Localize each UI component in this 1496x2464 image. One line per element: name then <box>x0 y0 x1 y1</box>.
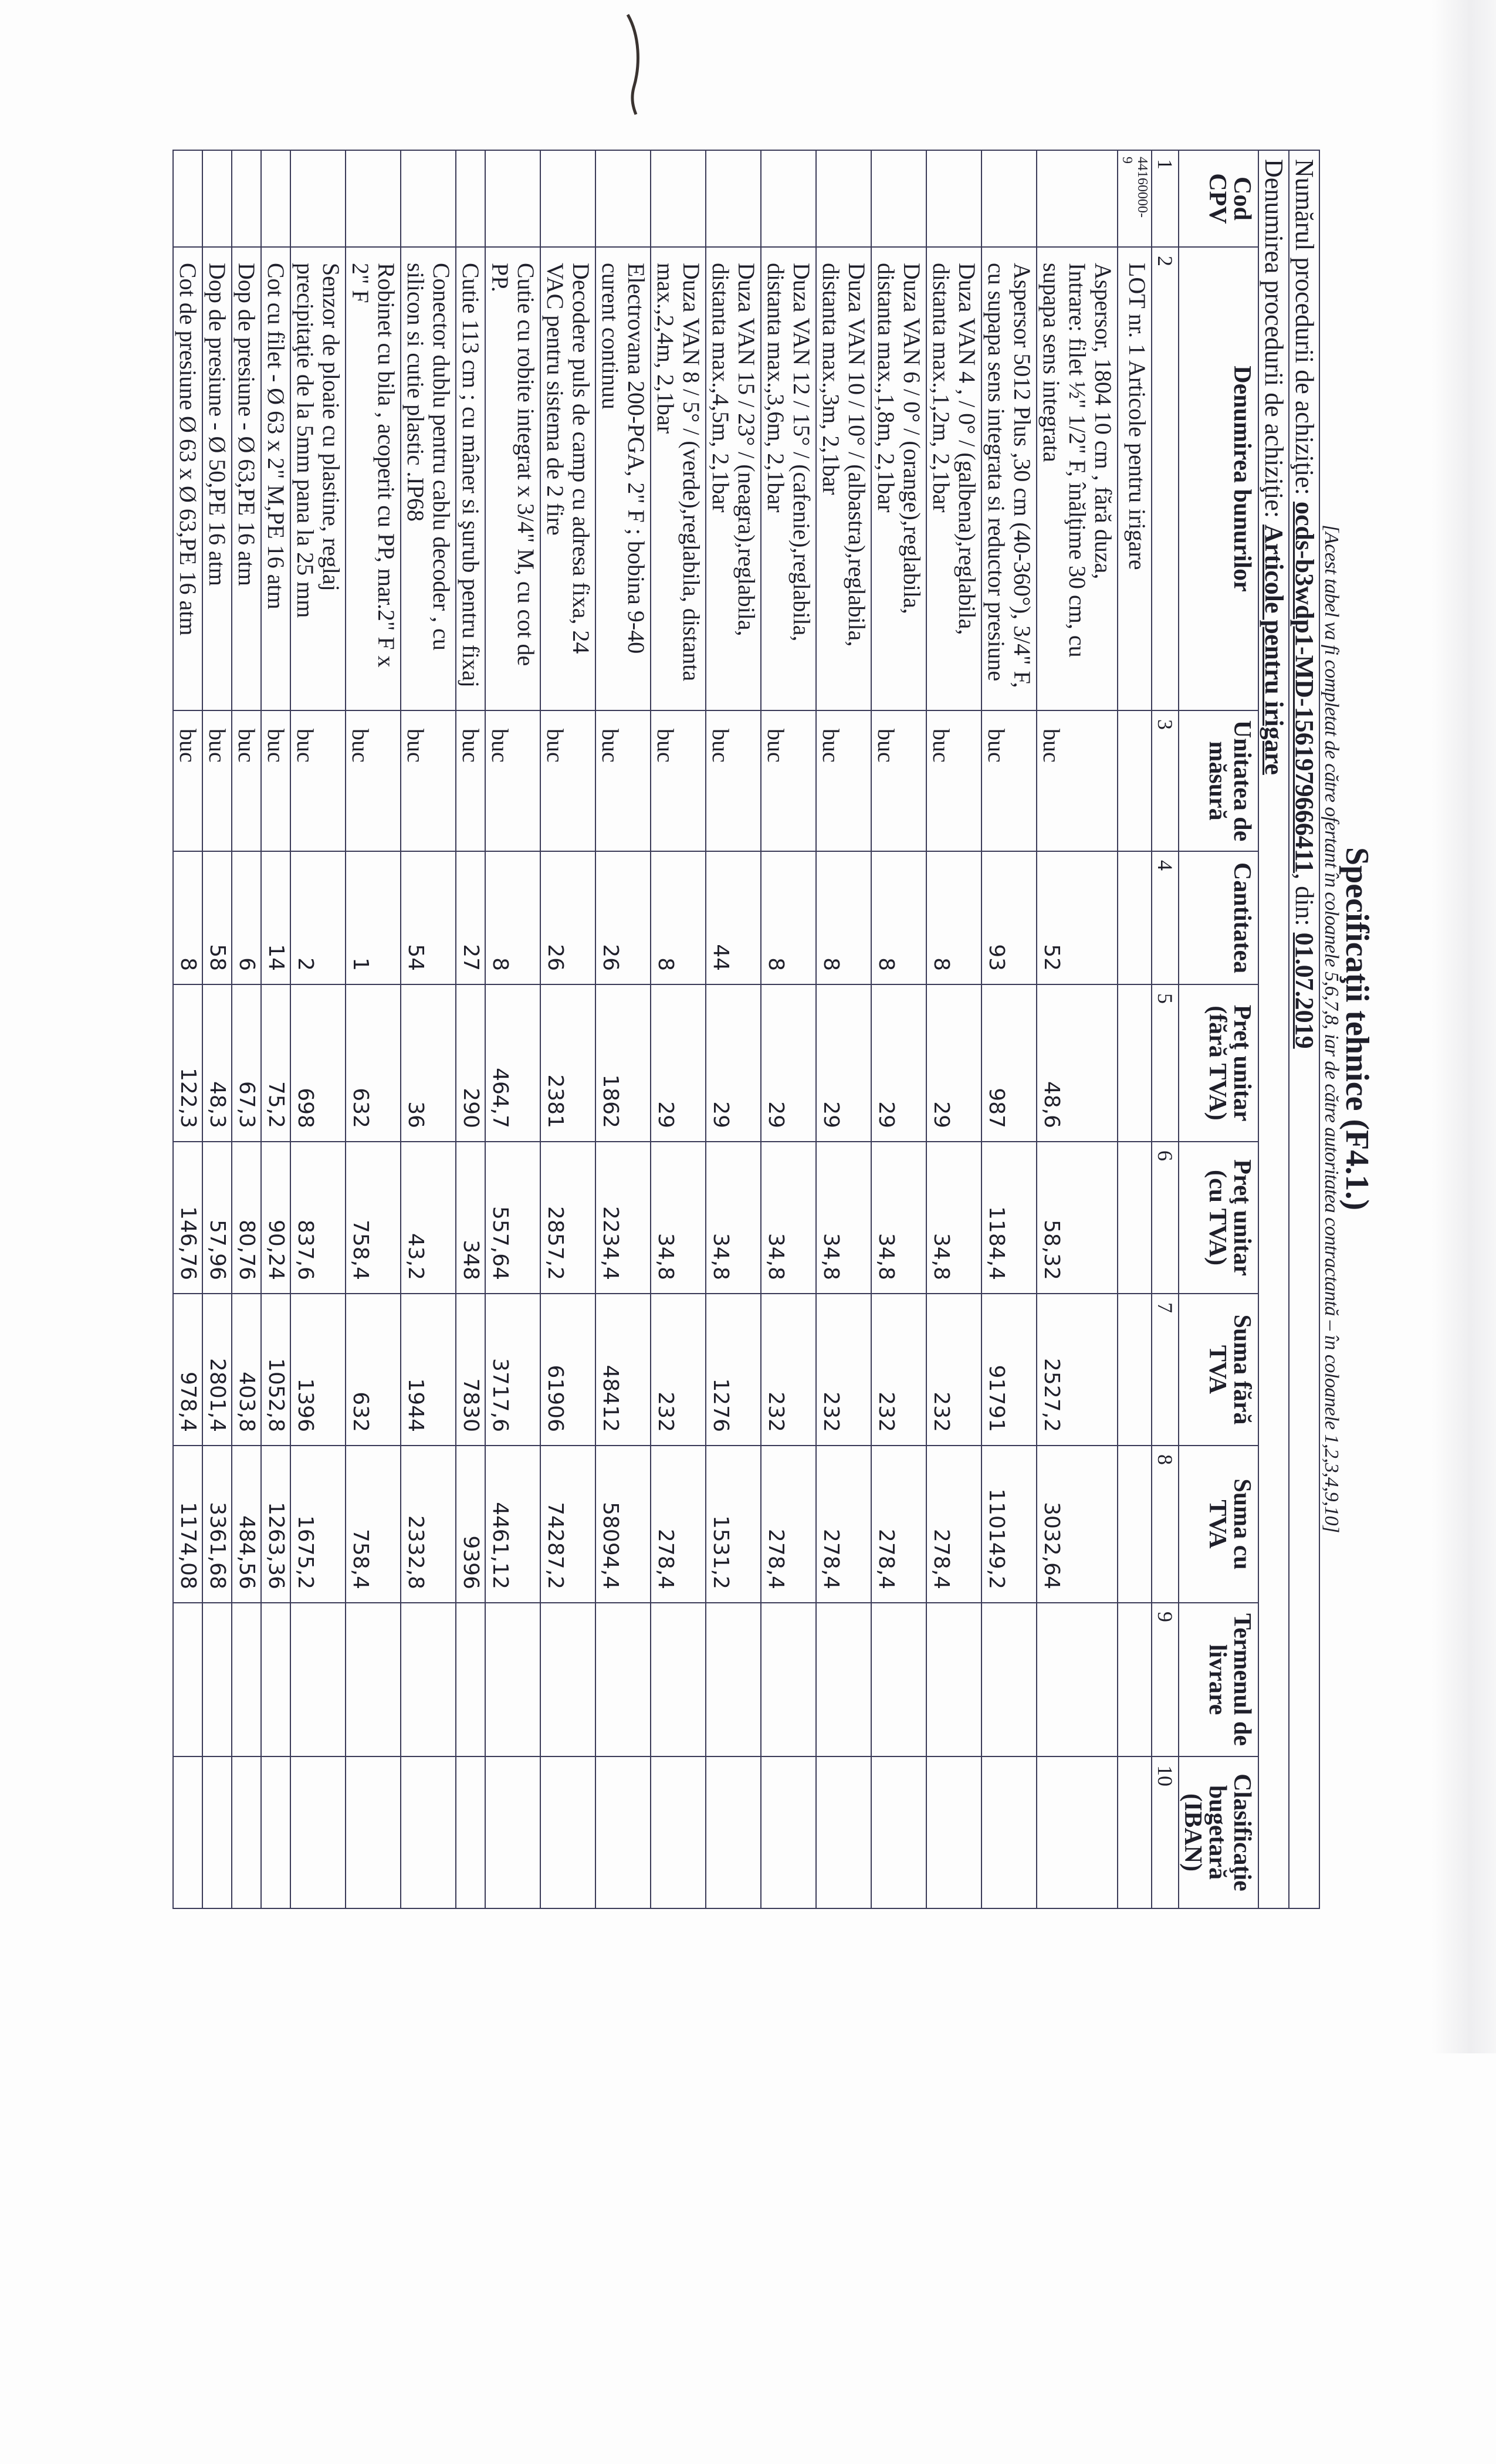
table-row <box>456 150 485 1908</box>
col-number: 2 <box>1152 247 1179 710</box>
item-name: Aspersor 5012 Plus ,30 cm (40-360°), 3/4" F, cu supapa sens integrata si reductor presiune <box>981 247 1037 710</box>
table-row <box>540 150 595 1908</box>
item-name: Duza VAN 15 / 23° / (neagra),reglabila, distanta max.,4,5m, 2,1bar <box>706 247 761 710</box>
delivery-term-cell <box>261 1603 290 1756</box>
budget-class-cell <box>485 1756 540 1908</box>
item-quantity: 93 <box>981 851 1037 984</box>
delivery-term-cell <box>595 1603 651 1756</box>
item-quantity: 44 <box>706 851 761 984</box>
cpv-cell <box>706 150 761 247</box>
item-sum: 632 <box>346 1294 401 1446</box>
item-name: Aspersor, 1804 10 cm , fără duza, Intrare: filet ½" 1/2" F, înălţime 30 cm, cu supapa sens integrata <box>1037 247 1118 710</box>
budget-class-cell <box>540 1756 595 1908</box>
item-sum: 61906 <box>540 1294 595 1446</box>
col-number: 6 <box>1152 1142 1179 1294</box>
item-unit-price: 67,3 <box>232 984 261 1142</box>
item-name: Duza VAN 8 / 5° / (verde),reglabila, distanta max.,2,4m, 2,1bar <box>651 247 706 710</box>
table-row <box>173 150 202 1908</box>
item-unit: buc <box>926 710 981 851</box>
item-sum: 1396 <box>290 1294 346 1446</box>
cpv-cell <box>871 150 926 247</box>
item-name: Dop de presiune - Ø 63,PE 16 atm <box>232 247 261 710</box>
column-number-row <box>1152 150 1179 1908</box>
item-unit-price: 36 <box>401 984 456 1142</box>
item-unit-price-vat: 34,8 <box>761 1142 816 1294</box>
document-title: Specificaţii tehnice (F4.1.) <box>1339 847 1375 1210</box>
budget-class-cell <box>595 1756 651 1908</box>
item-quantity: 8 <box>816 851 871 984</box>
item-name: Decodere puls de camp cu adresa fixa, 24 VAC pentru sistema de 2 fire <box>540 247 595 710</box>
item-unit: buc <box>173 710 202 851</box>
item-unit: buc <box>202 710 232 851</box>
item-unit: buc <box>346 710 401 851</box>
col-header-unit-price-vat: Preţ unitar (cu TVA) <box>1179 1142 1258 1294</box>
item-unit: buc <box>651 710 706 851</box>
item-quantity: 2 <box>290 851 346 984</box>
item-sum-vat: 758,4 <box>346 1446 401 1603</box>
table-row <box>926 150 981 1908</box>
col-header-budget-class: Clasificaţie bugetară (IBAN) <box>1179 1756 1258 1908</box>
item-unit-price-vat: 58,32 <box>1037 1142 1118 1294</box>
item-sum-vat: 1531,2 <box>706 1446 761 1603</box>
col-header-sum: Suma fără TVA <box>1179 1294 1258 1446</box>
item-unit: buc <box>1037 710 1118 851</box>
delivery-term-cell <box>1037 1603 1118 1756</box>
cpv-cell <box>401 150 456 247</box>
procedure-name-row <box>1258 150 1289 1908</box>
col-number: 10 <box>1152 1756 1179 1908</box>
budget-class-cell <box>232 1756 261 1908</box>
table-row <box>290 150 346 1908</box>
lot-name: LOT nr. 1 Articole pentru irigare <box>1118 247 1152 710</box>
delivery-term-cell <box>173 1603 202 1756</box>
item-name: Cot cu filet - Ø 63 x 2" M,PE 16 atm <box>261 247 290 710</box>
delivery-term-cell <box>202 1603 232 1756</box>
table-row <box>485 150 540 1908</box>
item-sum-vat: 58094,4 <box>595 1446 651 1603</box>
item-quantity: 26 <box>595 851 651 984</box>
item-name: Electrovana 200-PGA, 2" F ; bobina 9-40 curent continuu <box>595 247 651 710</box>
item-quantity: 6 <box>232 851 261 984</box>
procedure-name: Articole pentru irigare <box>1260 524 1288 775</box>
delivery-term-cell <box>761 1603 816 1756</box>
item-name: Cot de presiune Ø 63 x Ø 63,PE 16 atm <box>173 247 202 710</box>
delivery-term-cell <box>232 1603 261 1756</box>
item-unit: buc <box>401 710 456 851</box>
item-unit: buc <box>485 710 540 851</box>
item-sum-vat: 278,4 <box>871 1446 926 1603</box>
item-unit-price-vat: 146,76 <box>173 1142 202 1294</box>
table-row <box>401 150 456 1908</box>
table-row <box>232 150 261 1908</box>
table-row <box>346 150 401 1908</box>
item-unit-price: 290 <box>456 984 485 1142</box>
col-header-unit-price: Preţ unitar (fără TVA) <box>1179 984 1258 1142</box>
item-sum-vat: 1174,08 <box>173 1446 202 1603</box>
column-header-row <box>1179 150 1258 1908</box>
cpv-cell <box>346 150 401 247</box>
table-row <box>981 150 1037 1908</box>
budget-class-cell <box>651 1756 706 1908</box>
delivery-term-cell <box>651 1603 706 1756</box>
item-name: Duza VAN 12 / 15° / (cafenie),reglabila, distanta max.,3,6m, 2,1bar <box>761 247 816 710</box>
item-sum: 3717,6 <box>485 1294 540 1446</box>
budget-class-cell <box>761 1756 816 1908</box>
col-number: 7 <box>1152 1294 1179 1446</box>
item-unit-price: 632 <box>346 984 401 1142</box>
item-sum: 1276 <box>706 1294 761 1446</box>
item-unit-price: 29 <box>651 984 706 1142</box>
item-quantity: 8 <box>871 851 926 984</box>
budget-class-cell <box>871 1756 926 1908</box>
item-unit-price: 29 <box>706 984 761 1142</box>
delivery-term-cell <box>540 1603 595 1756</box>
delivery-term-cell <box>401 1603 456 1756</box>
item-sum: 7830 <box>456 1294 485 1446</box>
item-unit-price-vat: 34,8 <box>651 1142 706 1294</box>
procedure-number-row <box>1289 150 1319 1908</box>
budget-class-cell <box>401 1756 456 1908</box>
col-header-cpv: Cod CPV <box>1179 150 1258 247</box>
item-unit-price: 122,3 <box>173 984 202 1142</box>
item-sum: 232 <box>871 1294 926 1446</box>
cpv-cell <box>232 150 261 247</box>
delivery-term-cell <box>816 1603 871 1756</box>
item-sum: 91791 <box>981 1294 1037 1446</box>
item-unit-price-vat: 2857,2 <box>540 1142 595 1294</box>
budget-class-cell <box>926 1756 981 1908</box>
item-unit-price: 48,6 <box>1037 984 1118 1142</box>
delivery-term-cell <box>346 1603 401 1756</box>
item-name: Senzor de ploaie cu plastine, reglaj precipitaţie de la 5mm pana la 25 mm <box>290 247 346 710</box>
item-quantity: 54 <box>401 851 456 984</box>
item-sum: 232 <box>816 1294 871 1446</box>
item-sum-vat: 9396 <box>456 1446 485 1603</box>
budget-class-cell <box>290 1756 346 1908</box>
item-unit-price: 29 <box>761 984 816 1142</box>
item-sum: 232 <box>651 1294 706 1446</box>
cpv-cell <box>926 150 981 247</box>
item-sum-vat: 3032,64 <box>1037 1446 1118 1603</box>
item-quantity: 8 <box>651 851 706 984</box>
item-name: Duza VAN 4 , / 0° / (galbena),reglabila, distanta max.,1,2m, 2,1bar <box>926 247 981 710</box>
procedure-number: ocds-b3wdp1-MD-1561979666411 <box>1290 502 1319 874</box>
specifications-table <box>172 150 1320 1909</box>
item-quantity: 58 <box>202 851 232 984</box>
item-unit-price: 464,7 <box>485 984 540 1142</box>
item-unit: buc <box>871 710 926 851</box>
item-sum-vat: 1263,36 <box>261 1446 290 1603</box>
item-unit: buc <box>706 710 761 851</box>
item-quantity: 14 <box>261 851 290 984</box>
item-sum-vat: 3361,68 <box>202 1446 232 1603</box>
table-row <box>261 150 290 1908</box>
item-unit-price: 29 <box>871 984 926 1142</box>
item-sum: 232 <box>926 1294 981 1446</box>
table-row <box>706 150 761 1908</box>
cpv-cell <box>456 150 485 247</box>
item-sum-vat: 278,4 <box>816 1446 871 1603</box>
item-quantity: 8 <box>926 851 981 984</box>
table-row <box>871 150 926 1908</box>
col-number: 5 <box>1152 984 1179 1142</box>
item-unit: buc <box>261 710 290 851</box>
item-unit-price: 48,3 <box>202 984 232 1142</box>
cpv-code: 44160000- 9 <box>1118 150 1152 247</box>
item-sum-vat: 4461,12 <box>485 1446 540 1603</box>
item-unit: buc <box>816 710 871 851</box>
item-sum-vat: 278,4 <box>761 1446 816 1603</box>
budget-class-cell <box>456 1756 485 1908</box>
procedure-number-label: Numărul procedurii de achiziţie: <box>1290 159 1319 502</box>
item-name: Dop de presiune - Ø 50,PE 16 atm <box>202 247 232 710</box>
item-sum-vat: 110149,2 <box>981 1446 1037 1603</box>
item-sum: 1052,8 <box>261 1294 290 1446</box>
cpv-cell <box>595 150 651 247</box>
col-header-name: Denumirea bunurilor <box>1179 247 1258 710</box>
delivery-term-cell <box>485 1603 540 1756</box>
item-sum: 978,4 <box>173 1294 202 1446</box>
item-unit: buc <box>290 710 346 851</box>
item-sum: 1944 <box>401 1294 456 1446</box>
table-row <box>595 150 651 1908</box>
item-unit-price-vat: 758,4 <box>346 1142 401 1294</box>
budget-class-cell <box>202 1756 232 1908</box>
item-unit-price: 698 <box>290 984 346 1142</box>
col-number: 9 <box>1152 1603 1179 1756</box>
item-unit: buc <box>232 710 261 851</box>
col-header-sum-vat: Suma cu TVA <box>1179 1446 1258 1603</box>
budget-class-cell <box>261 1756 290 1908</box>
col-number: 8 <box>1152 1446 1179 1603</box>
delivery-term-cell <box>926 1603 981 1756</box>
item-name: Conector dublu pentru cablu decoder , cu silicon si cutie plastic .IP68 <box>401 247 456 710</box>
cpv-cell <box>1037 150 1118 247</box>
item-unit-price-vat: 348 <box>456 1142 485 1294</box>
item-unit-price-vat: 1184,4 <box>981 1142 1037 1294</box>
item-unit-price-vat: 34,8 <box>871 1142 926 1294</box>
item-sum-vat: 484,56 <box>232 1446 261 1603</box>
item-sum-vat: 74287,2 <box>540 1446 595 1603</box>
lot-row <box>1118 150 1152 1908</box>
item-unit-price-vat: 57,96 <box>202 1142 232 1294</box>
item-quantity: 8 <box>485 851 540 984</box>
item-unit-price-vat: 80,76 <box>232 1142 261 1294</box>
date-label: , din: <box>1290 873 1319 933</box>
col-number: 4 <box>1152 851 1179 984</box>
col-header-quantity: Cantitatea <box>1179 851 1258 984</box>
item-quantity: 26 <box>540 851 595 984</box>
delivery-term-cell <box>456 1603 485 1756</box>
item-unit-price: 2381 <box>540 984 595 1142</box>
cpv-cell <box>261 150 290 247</box>
item-sum-vat: 2332,8 <box>401 1446 456 1603</box>
table-row <box>816 150 871 1908</box>
item-quantity: 1 <box>346 851 401 984</box>
item-name: Cutie cu robite integrat x 3/4" M, cu cot de PP. <box>485 247 540 710</box>
item-unit: buc <box>761 710 816 851</box>
budget-class-cell <box>816 1756 871 1908</box>
table-row <box>651 150 706 1908</box>
delivery-term-cell <box>706 1603 761 1756</box>
col-number: 3 <box>1152 710 1179 851</box>
table-row <box>1037 150 1118 1908</box>
cpv-cell <box>651 150 706 247</box>
item-unit-price: 29 <box>816 984 871 1142</box>
item-name: Robinet cu bila , acoperit cu PP, mar.2" F x 2" F <box>346 247 401 710</box>
item-quantity: 52 <box>1037 851 1118 984</box>
cpv-cell <box>173 150 202 247</box>
item-unit-price-vat: 90,24 <box>261 1142 290 1294</box>
item-sum: 232 <box>761 1294 816 1446</box>
item-unit-price-vat: 34,8 <box>706 1142 761 1294</box>
col-header-delivery: Termenul de livrare <box>1179 1603 1258 1756</box>
item-unit: buc <box>981 710 1037 851</box>
instruction-note: [Acest tabel va fi completat de către ofertant în coloanele 5,6,7,8, iar de către autoritatea contractantă – în coloanele 1,2,3,4,9,10] <box>1321 524 1342 1533</box>
item-sum: 403,8 <box>232 1294 261 1446</box>
cpv-cell <box>981 150 1037 247</box>
item-sum-vat: 1675,2 <box>290 1446 346 1603</box>
item-unit-price: 29 <box>926 984 981 1142</box>
delivery-term-cell <box>290 1603 346 1756</box>
budget-class-cell <box>173 1756 202 1908</box>
item-unit-price-vat: 557,64 <box>485 1142 540 1294</box>
col-header-unit: Unitatea de măsură <box>1179 710 1258 851</box>
item-name: Duza VAN 10 / 10° / (albastra),reglabila, distanta max.,3m, 2,1bar <box>816 247 871 710</box>
item-unit-price-vat: 34,8 <box>816 1142 871 1294</box>
item-unit: buc <box>456 710 485 851</box>
delivery-term-cell <box>981 1603 1037 1756</box>
item-unit-price: 987 <box>981 984 1037 1142</box>
item-quantity: 8 <box>761 851 816 984</box>
item-quantity: 27 <box>456 851 485 984</box>
item-unit-price: 1862 <box>595 984 651 1142</box>
col-number: 1 <box>1152 150 1179 247</box>
item-unit-price-vat: 34,8 <box>926 1142 981 1294</box>
item-sum-vat: 278,4 <box>926 1446 981 1603</box>
item-name: Duza VAN 6 / 0° / (orange),reglabila, distanta max.,1,8m, 2,1bar <box>871 247 926 710</box>
item-unit-price: 75,2 <box>261 984 290 1142</box>
cpv-cell <box>816 150 871 247</box>
item-unit-price-vat: 837,6 <box>290 1142 346 1294</box>
item-name: Cutie 113 cm ; cu mâner si şurub pentru fixaj <box>456 247 485 710</box>
item-sum-vat: 278,4 <box>651 1446 706 1603</box>
table-row <box>202 150 232 1908</box>
procedure-name-label: Denumirea procedurii de achiziţie: <box>1260 159 1288 525</box>
budget-class-cell <box>706 1756 761 1908</box>
procedure-date: 01.07.2019 <box>1290 932 1319 1049</box>
cpv-cell <box>485 150 540 247</box>
budget-class-cell <box>346 1756 401 1908</box>
cpv-cell <box>202 150 232 247</box>
item-unit-price-vat: 43,2 <box>401 1142 456 1294</box>
item-unit: buc <box>595 710 651 851</box>
cpv-cell <box>540 150 595 247</box>
cpv-cell <box>290 150 346 247</box>
budget-class-cell <box>1037 1756 1118 1908</box>
item-unit: buc <box>540 710 595 851</box>
item-quantity: 8 <box>173 851 202 984</box>
table-row <box>761 150 816 1908</box>
budget-class-cell <box>981 1756 1037 1908</box>
item-sum: 2527,2 <box>1037 1294 1118 1446</box>
item-sum: 48412 <box>595 1294 651 1446</box>
item-unit-price-vat: 2234,4 <box>595 1142 651 1294</box>
delivery-term-cell <box>871 1603 926 1756</box>
item-sum: 2801,4 <box>202 1294 232 1446</box>
cpv-cell <box>761 150 816 247</box>
